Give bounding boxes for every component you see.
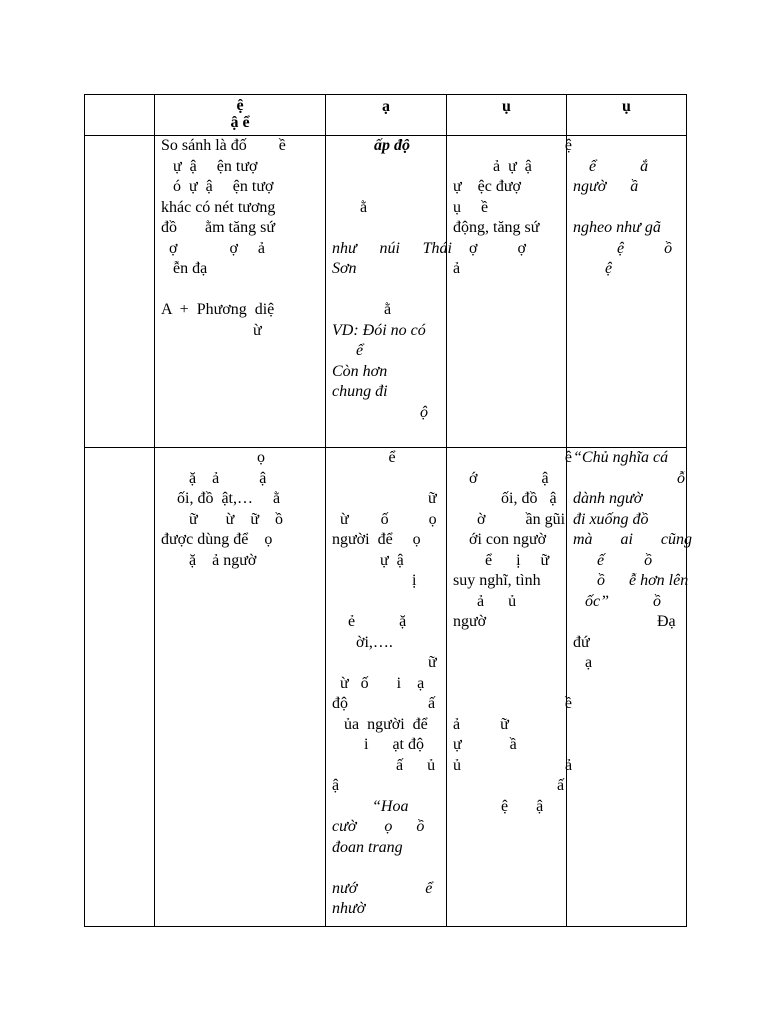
cell-text-line (332, 469, 452, 490)
cell-text-line: Đạ (573, 613, 676, 630)
cell-text-line: ốc” ồ (573, 592, 661, 610)
header-cell-1 (155, 95, 326, 136)
cell-text-line: ẻ ặ (332, 613, 407, 630)
cell-text-line (332, 280, 452, 301)
cell-text-line: ự ậ (332, 551, 404, 569)
cell-text-line: ệ (564, 137, 572, 154)
cell-text-line: suy nghĩ, tình (453, 572, 541, 589)
cell-text-line: ặ ả ậ (161, 469, 267, 487)
cell-text-line: mà ai cũng (573, 531, 692, 548)
header-cell-4: ụ (567, 95, 687, 136)
cell-text-line: ậ (332, 777, 340, 794)
table-row (85, 136, 687, 448)
header-cell-0 (85, 95, 155, 136)
cell-text-line: ả ự ậ (453, 157, 532, 175)
cell-text-line: ằ (332, 301, 392, 318)
cell-text-line (332, 592, 452, 613)
cell-text-line (453, 653, 572, 674)
cell-text-line: ồ ễ hơn lên (573, 572, 689, 589)
row1-cell-1 (155, 136, 326, 448)
cell-text-line: ụ ề (453, 198, 489, 216)
cell-text-line: ả ủ (453, 592, 517, 610)
cell-text-line: ừ (161, 321, 262, 339)
cell-text-line: ngườ (453, 613, 487, 630)
cell-text-line: cườ ọ ồ (332, 818, 425, 835)
cell-text-line: ợ ợ (453, 239, 526, 257)
cell-text-line: chung đi (332, 383, 388, 400)
cell-text-line: dành ngườ (573, 490, 643, 507)
table-header-row (85, 95, 687, 136)
header-cell-3: ụ (447, 95, 567, 136)
cell-text-line: VD: Đói no có (332, 321, 426, 339)
cell-text-line: đồ ằm tăng sứ (161, 219, 275, 236)
cell-text-line: ủ ả (453, 756, 572, 774)
cell-text-line: ả (453, 260, 461, 277)
cell-text-line (332, 177, 452, 198)
cell-text-line: người để ọ (332, 531, 421, 548)
cell-text-line: ọ (161, 449, 265, 466)
cell-text-line: ữ (332, 654, 437, 671)
cell-text-line: ể (388, 449, 396, 466)
cell-text-line: ế ồ (573, 551, 653, 569)
cell-text-line: ừ ố i ạ (332, 674, 425, 692)
header-1-line-1: ệ (236, 97, 244, 114)
cell-text-line: ớ ậ (453, 469, 549, 487)
cell-text-line: Còn hơn (332, 362, 388, 380)
cell-text-line: được dùng để ọ (161, 531, 273, 548)
row2-cell-3 (447, 448, 572, 927)
cell-text-line (332, 858, 452, 879)
row1-cell-3 (447, 136, 572, 448)
cell-text-line: ệ ậ (453, 797, 544, 815)
cell-text-line: ể ắ (573, 157, 649, 175)
cell-text-line: ặ ả ngườ (161, 551, 257, 569)
cell-text-line (453, 633, 572, 654)
table-row (85, 448, 687, 927)
comparison-table (84, 94, 692, 927)
cell-text-line: “Chủ nghĩa cá (573, 449, 669, 466)
cell-text-line: khác có nét tương (161, 198, 276, 216)
row2-cell-2 (326, 448, 447, 927)
cell-text-line: Sơn (332, 260, 357, 277)
cell-text-line: ủa người để (332, 715, 428, 733)
row1-cell-0 (85, 136, 155, 448)
cell-text-line: đoan trang (332, 838, 403, 856)
cell-text-line: ự ậ ện tượ (161, 157, 258, 175)
row2-cell-4 (567, 448, 692, 927)
cell-text-line: “Hoa (332, 797, 409, 815)
cell-text-line: ngheo như gã (573, 219, 661, 236)
header-cell-2: ạ (326, 95, 447, 136)
cell-text-line: ờ ần gũi (453, 510, 566, 528)
cell-text-line: ị (332, 572, 417, 589)
cell-text-line: ề (564, 695, 572, 712)
cell-text-line: động, tăng sứ (453, 219, 540, 236)
cell-text-line: ới con ngườ (453, 531, 547, 548)
cell-text-line: đi xuống đồ (573, 510, 649, 528)
cell-text-line: ự ầ (453, 736, 517, 753)
cell-text-line: ễn đạ (161, 260, 208, 277)
cell-text-line: ời,…. (332, 633, 393, 651)
cell-text-line: ối, đồ ật,… ằ (161, 490, 281, 507)
cell-text-line (453, 674, 572, 695)
cell-text-line: ệ ồ (573, 239, 673, 257)
cell-text-line: ấ ủ (332, 756, 436, 774)
cell-text-line: ể ị ữ (453, 551, 550, 569)
row2-cell-0 (85, 448, 155, 927)
cell-text-line: ằ (332, 198, 368, 216)
cell-text-line: đứ (573, 633, 590, 651)
row1-cell-4 (567, 136, 687, 448)
cell-text-line: ó ự ậ ện tượ (161, 178, 274, 195)
cell-text-line (332, 218, 452, 239)
cell-text-line: ữ (332, 490, 437, 507)
cell-text-line: A + Phương diệ (161, 301, 275, 318)
cell-text-line: ngườ ầ (573, 178, 639, 195)
cell-text-line: ê (564, 449, 572, 466)
cell-text-line: ấ (453, 777, 565, 794)
cell-text-line: So sánh là đố ề (161, 137, 286, 154)
cell-text-line (332, 157, 452, 178)
cell-text-line: ỗ (573, 469, 685, 487)
cell-text-line: ợ ợ ả (161, 239, 266, 257)
row2-cell-1 (155, 448, 326, 927)
cell-text-line: ạ (573, 654, 593, 671)
cell-text-line: ả ữ (453, 715, 509, 733)
cell-text-line: ộ (332, 403, 428, 421)
cell-text-line: ệ (573, 260, 613, 277)
cell-text-line (573, 136, 692, 157)
cell-text-line: i ạt độ (332, 736, 424, 753)
cell-text-line: ữ ừ ữ ồ (161, 510, 284, 528)
cell-text-line: ự ệc đượ (453, 178, 522, 195)
cell-text-line: độ ấ (332, 695, 436, 712)
cell-text-line: ấp độ (374, 137, 410, 154)
cell-text-line: ể (332, 342, 364, 359)
cell-text-line: ừ ố ọ (332, 510, 437, 528)
cell-text-line: ối, đồ ậ (453, 490, 557, 507)
cell-text-line: như núi Thái (332, 239, 452, 257)
header-1-line-2: ậ ể (230, 114, 250, 131)
cell-text-line (573, 198, 692, 219)
cell-text-line (161, 280, 331, 301)
cell-text-line: nướ ể (332, 879, 433, 897)
cell-text-line: nhườ (332, 900, 366, 917)
row1-cell-2 (326, 136, 452, 448)
